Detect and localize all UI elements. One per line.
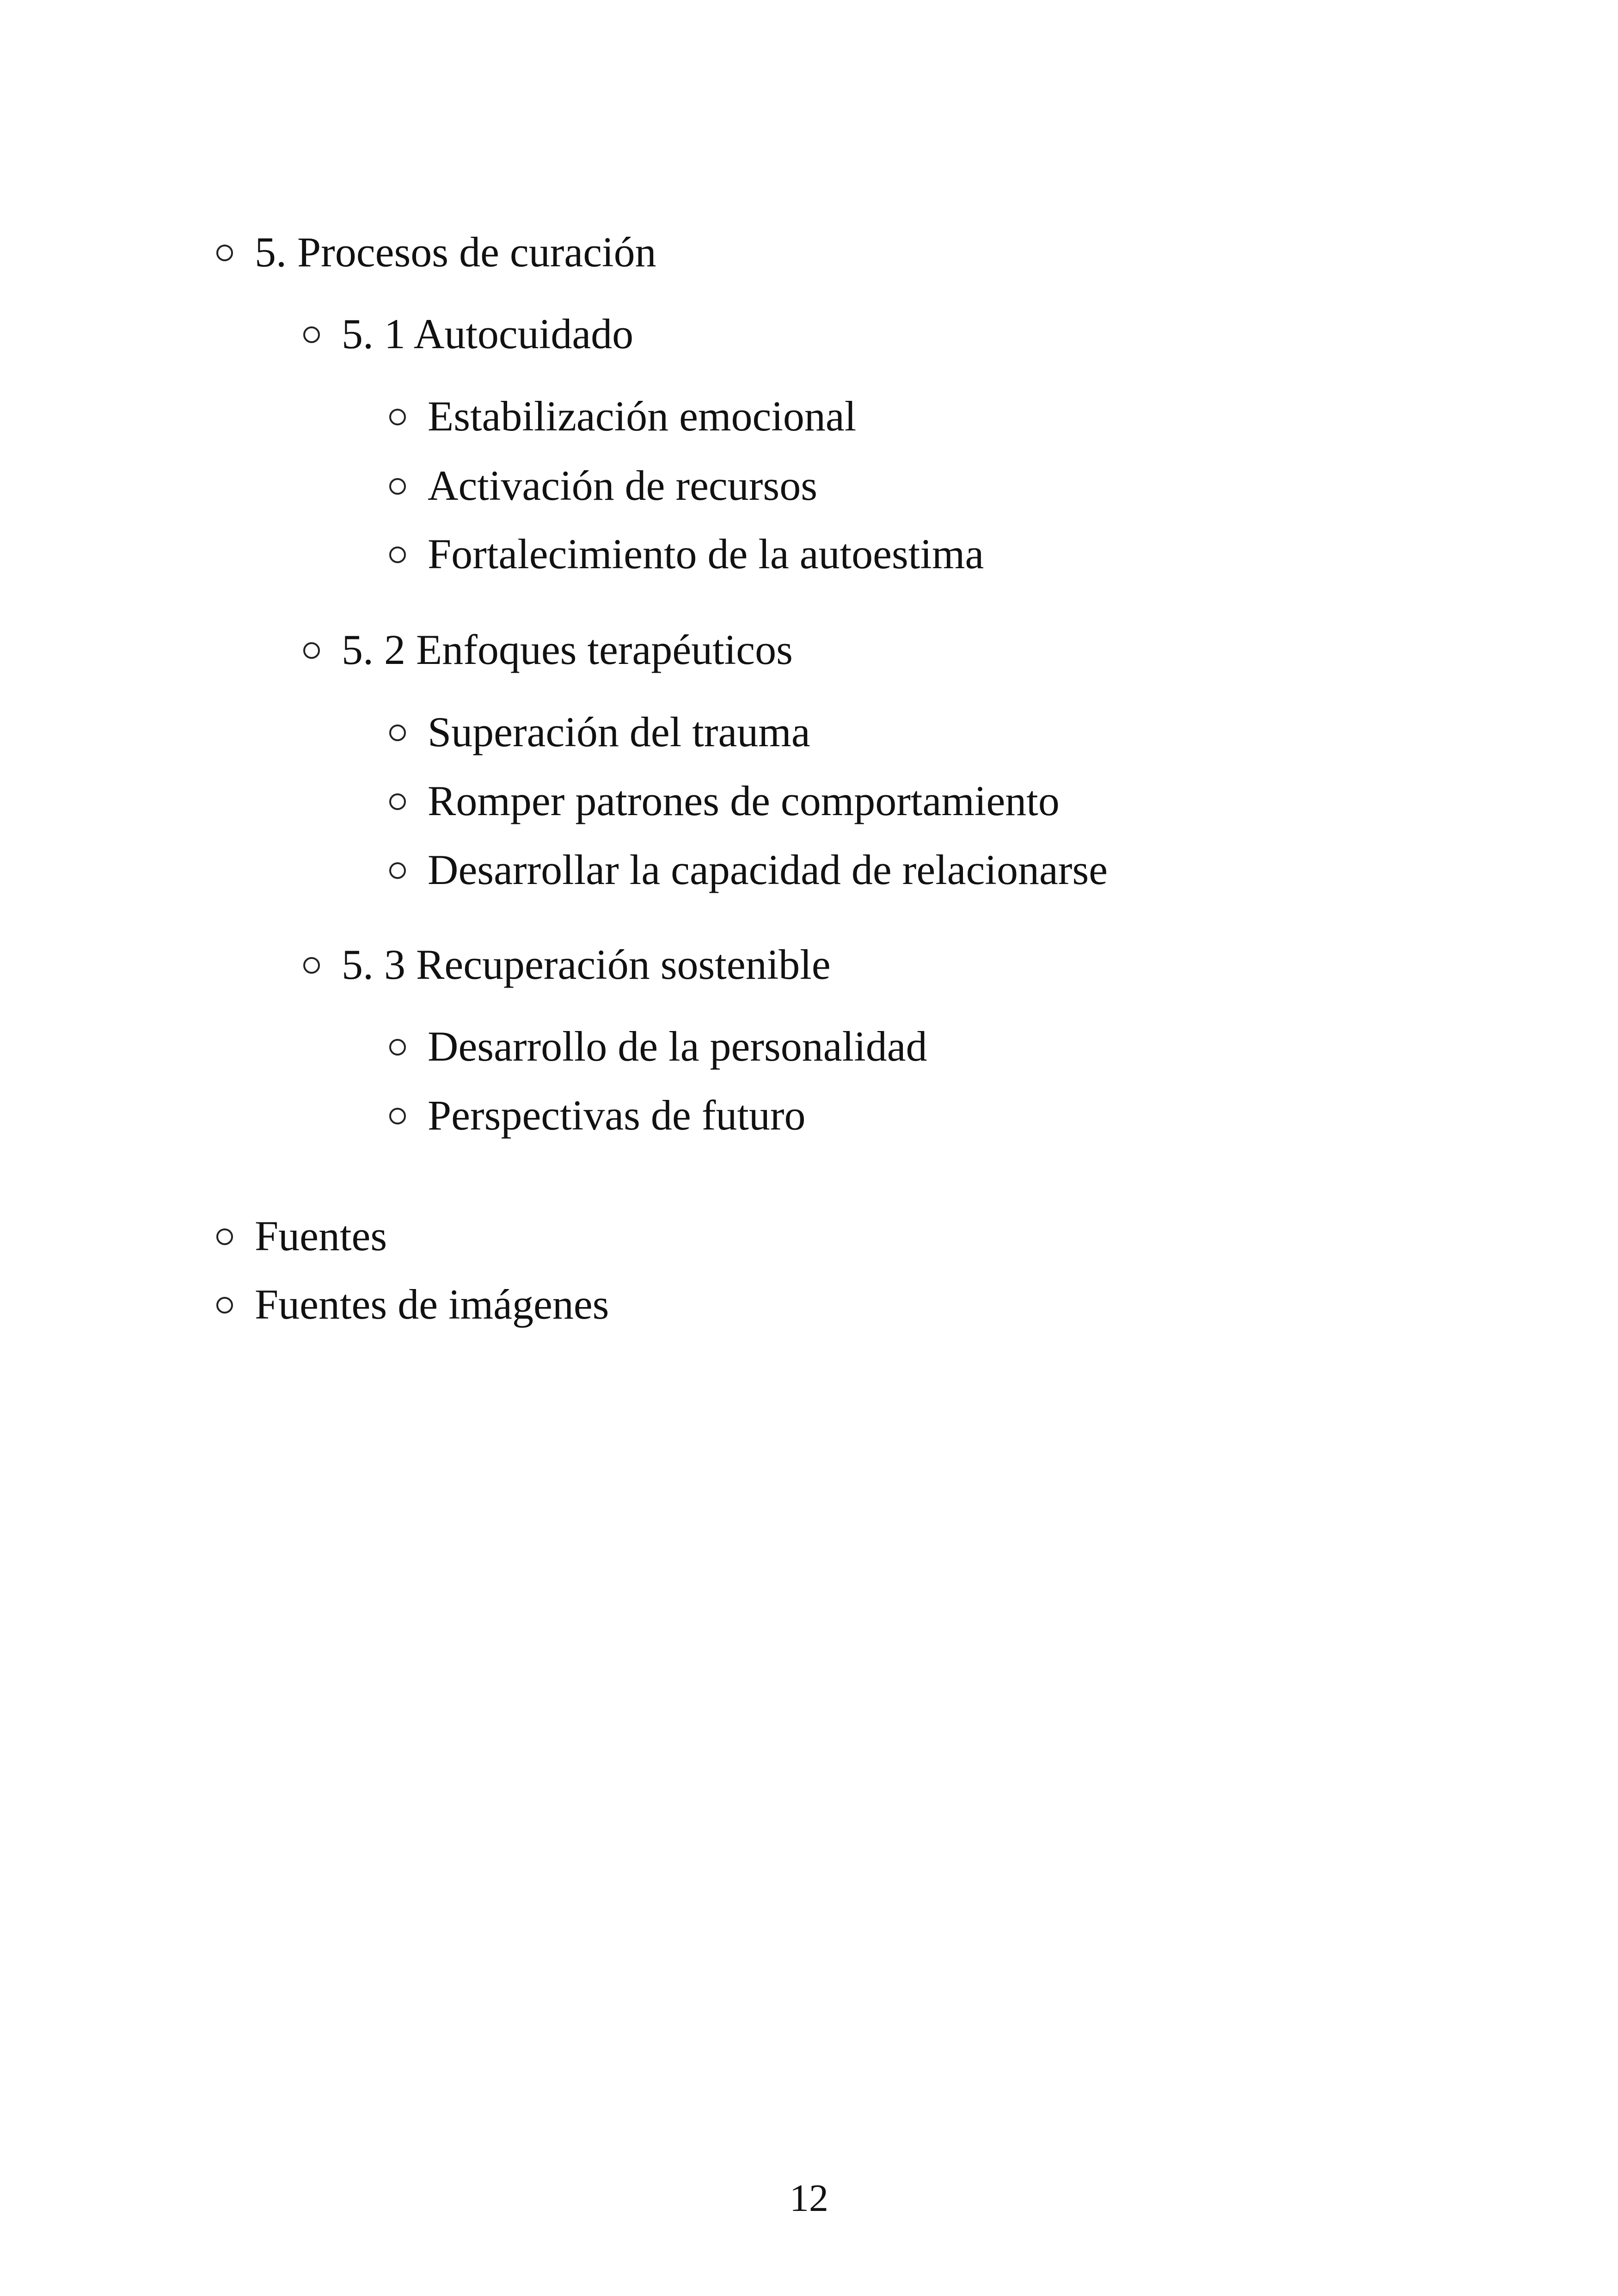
hollow-circle-bullet-icon bbox=[389, 1108, 406, 1124]
toc-item-label: Superación del trauma bbox=[428, 708, 810, 755]
toc-item-label: Perspectivas de futuro bbox=[428, 1092, 806, 1139]
toc-item-label: Activación de recursos bbox=[428, 462, 818, 509]
hollow-circle-bullet-icon bbox=[216, 245, 233, 261]
hollow-circle-bullet-icon bbox=[303, 957, 320, 974]
hollow-circle-bullet-icon bbox=[389, 409, 406, 425]
toc-item-label: 5. 1 Autocuidado bbox=[342, 310, 634, 357]
hollow-circle-bullet-icon bbox=[389, 478, 406, 495]
toc-item-label: Romper patrones de comportamiento bbox=[428, 777, 1060, 824]
hollow-circle-bullet-icon bbox=[389, 862, 406, 879]
hollow-circle-bullet-icon bbox=[303, 642, 320, 659]
toc-item-label: 5. 2 Enfoques terapéuticos bbox=[342, 626, 793, 673]
hollow-circle-bullet-icon bbox=[303, 326, 320, 343]
toc-item-label: Fuentes de imágenes bbox=[255, 1281, 609, 1328]
toc-item-label: Desarrollar la capacidad de relacionarse bbox=[428, 846, 1108, 893]
toc-item-label: Estabilización emocional bbox=[428, 393, 857, 440]
toc-item-label: Desarrollo de la personalidad bbox=[428, 1023, 927, 1070]
toc-item-label: 5. Procesos de curación bbox=[255, 228, 656, 276]
hollow-circle-bullet-icon bbox=[389, 724, 406, 741]
hollow-circle-bullet-icon bbox=[389, 546, 406, 563]
hollow-circle-bullet-icon bbox=[216, 1297, 233, 1314]
hollow-circle-bullet-icon bbox=[389, 1039, 406, 1056]
hollow-circle-bullet-icon bbox=[389, 793, 406, 810]
toc-item-label: 5. 3 Recuperación sostenible bbox=[342, 941, 831, 988]
hollow-circle-bullet-icon bbox=[216, 1228, 233, 1245]
toc-item-label: Fuentes bbox=[255, 1212, 387, 1259]
toc-item-label: Fortalecimiento de la autoestima bbox=[428, 530, 984, 577]
page-number: 12 bbox=[790, 2177, 828, 2220]
